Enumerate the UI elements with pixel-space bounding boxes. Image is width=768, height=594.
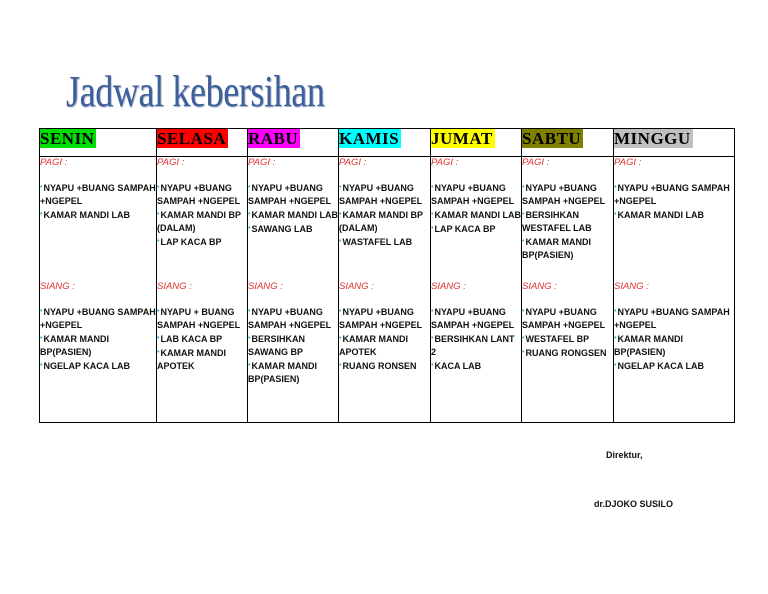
day-header-senin [40, 129, 157, 157]
task-text: BERSIHKAN WESTAFEL LAB [522, 210, 592, 233]
task-item [614, 359, 734, 373]
task-item [248, 332, 338, 359]
task-text: NYAPU +BUANG SAMPAH +NGEPEL [248, 307, 332, 330]
day-label-sabtu: SABTU [522, 129, 582, 148]
task-text: LAP KACA BP [160, 237, 222, 247]
task-text: KAMAR MANDI LAB [43, 210, 130, 220]
pagi-label: PAGI : [614, 157, 642, 168]
task-text: NYAPU +BUANG SAMPAH +NGEPEL [339, 183, 423, 206]
pagi-section [614, 157, 734, 275]
day-header-selasa [157, 129, 248, 157]
task-item [40, 305, 156, 332]
siang-section [248, 281, 338, 386]
task-item [431, 222, 521, 236]
task-item [248, 222, 338, 236]
siang-label: SIANG : [40, 281, 75, 292]
pagi-label: PAGI : [339, 157, 367, 168]
bullet-icon: • [157, 238, 160, 245]
bullet-icon: • [614, 211, 617, 218]
signature-title: Direktur, [606, 450, 643, 460]
bullet-icon: • [522, 211, 525, 218]
bullet-icon: • [431, 335, 434, 342]
bullet-icon: • [339, 308, 342, 315]
day-cell-selasa [157, 157, 251, 423]
day-label-selasa: SELASA [157, 129, 227, 148]
bullet-icon: • [248, 211, 251, 218]
task-item [40, 208, 156, 222]
task-text: KAMAR MANDI APOTEK [339, 334, 408, 357]
task-item [339, 181, 430, 208]
task-item [614, 208, 734, 222]
bullet-icon: • [522, 184, 525, 191]
pagi-section [431, 157, 521, 275]
siang-section [339, 281, 430, 373]
bullet-icon: • [339, 335, 342, 342]
bullet-icon: • [157, 335, 160, 342]
task-text: NYAPU +BUANG SAMPAH +NGEPEL [40, 183, 156, 206]
pagi-section [522, 157, 613, 275]
task-text: NYAPU +BUANG SAMPAH +NGEPEL [339, 307, 423, 330]
task-item [522, 332, 613, 346]
task-item [431, 359, 521, 373]
bullet-icon: • [40, 308, 43, 315]
day-label-jumat: JUMAT [431, 129, 493, 148]
task-item [614, 181, 734, 208]
task-item [339, 332, 430, 359]
task-item [248, 208, 338, 222]
document-title: Jadwal kebersihan [66, 67, 325, 116]
day-label-senin: SENIN [40, 129, 95, 148]
siang-section [431, 281, 521, 373]
task-item [157, 181, 247, 208]
task-text: NGELAP KACA LAB [617, 361, 704, 371]
day-header-kamis [339, 129, 431, 157]
day-label-rabu: RABU [248, 129, 299, 148]
siang-label: SIANG : [522, 281, 557, 292]
task-text: NYAPU +BUANG SAMPAH +NGEPEL [522, 183, 606, 206]
task-item [522, 181, 613, 208]
bullet-icon: • [248, 225, 251, 232]
task-item [339, 208, 430, 235]
task-text: KAMAR MANDI BP (DALAM) [157, 210, 241, 233]
task-item [157, 332, 247, 346]
day-cell-minggu [614, 157, 735, 423]
pagi-label: PAGI : [157, 157, 185, 168]
pagi-section [339, 157, 430, 275]
task-text: KAMAR MANDI BP(PASIEN) [40, 334, 109, 357]
task-item [431, 208, 521, 222]
bullet-icon: • [431, 211, 434, 218]
task-text: KACA LAB [434, 361, 482, 371]
task-text: RUANG RONGSEN [525, 348, 607, 358]
task-text: NYAPU +BUANG SAMPAH +NGEPEL [248, 183, 332, 206]
bullet-icon: • [431, 225, 434, 232]
task-item [522, 208, 613, 235]
task-text: BERSIHKAN LANT 2 [431, 334, 515, 357]
task-text: KAMAR MANDI LAB [251, 210, 338, 220]
bullet-icon: • [431, 308, 434, 315]
day-cell-sabtu [522, 157, 617, 423]
task-text: NYAPU +BUANG SAMPAH +NGEPEL [614, 183, 730, 206]
siang-section [40, 281, 156, 373]
siang-label: SIANG : [614, 281, 649, 292]
task-text: NYAPU +BUANG SAMPAH +NGEPEL [157, 183, 241, 206]
task-text: KAMAR MANDI BP(PASIEN) [248, 361, 317, 384]
signature-name: dr.DJOKO SUSILO [594, 499, 674, 509]
day-header-sabtu [522, 129, 614, 157]
task-item [157, 346, 247, 373]
siang-section [522, 281, 613, 360]
task-text: NGELAP KACA LAB [43, 361, 130, 371]
task-item [522, 235, 613, 262]
siang-section [157, 281, 247, 373]
task-item [431, 181, 521, 208]
task-item [157, 208, 247, 235]
task-item [339, 305, 430, 332]
task-item [339, 359, 430, 373]
bullet-icon: • [339, 184, 342, 191]
bullet-icon: • [157, 211, 160, 218]
task-text: LAB KACA BP [160, 334, 223, 344]
day-label-kamis: KAMIS [339, 129, 400, 148]
bullet-icon: • [522, 349, 525, 356]
task-item [40, 181, 156, 208]
siang-label: SIANG : [248, 281, 283, 292]
schedule-row [40, 157, 735, 423]
siang-label: SIANG : [339, 281, 374, 292]
pagi-label: PAGI : [522, 157, 550, 168]
pagi-section [248, 157, 338, 275]
bullet-icon: • [339, 238, 342, 245]
task-text: NYAPU + BUANG SAMPAH +NGEPEL [157, 307, 241, 330]
day-label-minggu: MINGGU [614, 129, 691, 148]
day-header-rabu [248, 129, 339, 157]
day-header-minggu [614, 129, 735, 157]
task-text: NYAPU +BUANG SAMPAH +NGEPEL [431, 183, 515, 206]
task-text: KAMAR MANDI APOTEK [157, 348, 226, 371]
task-item [614, 305, 734, 332]
bullet-icon: • [614, 308, 617, 315]
task-text: WASTAFEL LAB [342, 237, 413, 247]
task-text: NYAPU +BUANG SAMPAH +NGEPEL [614, 307, 730, 330]
task-text: NYAPU +BUANG SAMPAH +NGEPEL [431, 307, 515, 330]
task-text: KAMAR MANDI LAB [617, 210, 704, 220]
bullet-icon: • [614, 184, 617, 191]
day-cell-rabu [248, 157, 342, 423]
task-item [522, 346, 613, 360]
day-header-row [40, 129, 735, 157]
task-item [248, 305, 338, 332]
bullet-icon: • [431, 362, 434, 369]
bullet-icon: • [248, 335, 251, 342]
bullet-icon: • [40, 362, 43, 369]
task-item [339, 235, 430, 249]
task-item [431, 332, 521, 359]
siang-section [614, 281, 734, 373]
bullet-icon: • [614, 335, 617, 342]
pagi-section [40, 157, 156, 275]
task-item [248, 181, 338, 208]
day-cell-jumat [431, 157, 525, 423]
bullet-icon: • [248, 362, 251, 369]
day-cell-senin [40, 157, 160, 423]
bullet-icon: • [614, 362, 617, 369]
siang-label: SIANG : [157, 281, 192, 292]
task-item [40, 332, 156, 359]
task-text: SAWANG LAB [251, 224, 313, 234]
task-item [40, 359, 156, 373]
pagi-label: PAGI : [248, 157, 276, 168]
task-text: BERSIHKAN SAWANG BP [248, 334, 305, 357]
task-text: KAMAR MANDI LAB [434, 210, 521, 220]
bullet-icon: • [157, 308, 160, 315]
bullet-icon: • [157, 184, 160, 191]
pagi-section [157, 157, 247, 275]
task-text: KAMAR MANDI BP (DALAM) [339, 210, 423, 233]
day-header-jumat [431, 129, 522, 157]
siang-label: SIANG : [431, 281, 466, 292]
cleaning-schedule-table [39, 128, 735, 423]
task-text: RUANG RONSEN [342, 361, 417, 371]
bullet-icon: • [248, 308, 251, 315]
task-text: KAMAR MANDI BP(PASIEN) [614, 334, 683, 357]
pagi-label: PAGI : [40, 157, 68, 168]
bullet-icon: • [248, 184, 251, 191]
task-item [157, 235, 247, 249]
task-item [614, 332, 734, 359]
day-cell-kamis [339, 157, 434, 423]
bullet-icon: • [431, 184, 434, 191]
task-item [522, 305, 613, 332]
bullet-icon: • [339, 211, 342, 218]
bullet-icon: • [40, 184, 43, 191]
task-item [157, 305, 247, 332]
task-item [248, 359, 338, 386]
task-text: LAP KACA BP [434, 224, 496, 234]
task-text: NYAPU +BUANG SAMPAH +NGEPEL [40, 307, 156, 330]
task-item [431, 305, 521, 332]
bullet-icon: • [522, 238, 525, 245]
bullet-icon: • [157, 349, 160, 356]
bullet-icon: • [40, 335, 43, 342]
bullet-icon: • [40, 211, 43, 218]
task-text: KAMAR MANDI BP(PASIEN) [522, 237, 591, 260]
bullet-icon: • [339, 362, 342, 369]
task-text: WESTAFEL BP [525, 334, 590, 344]
task-text: NYAPU +BUANG SAMPAH +NGEPEL [522, 307, 606, 330]
bullet-icon: • [522, 335, 525, 342]
pagi-label: PAGI : [431, 157, 459, 168]
bullet-icon: • [522, 308, 525, 315]
